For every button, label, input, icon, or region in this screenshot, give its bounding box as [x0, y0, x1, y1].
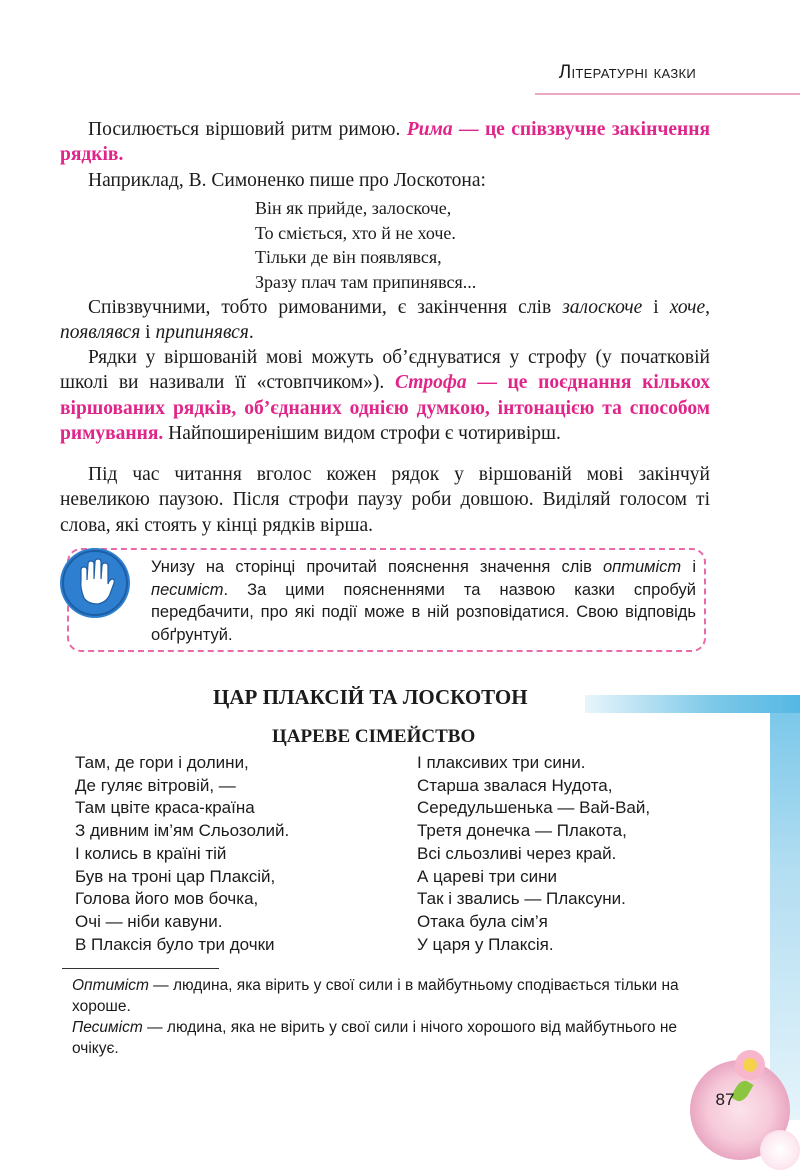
footnote-rule	[62, 968, 219, 969]
poem-line: Голова його мов бочка,	[75, 889, 259, 909]
footnote-optimist	[72, 976, 712, 1017]
poem-line: Старша звалася Нудота,	[417, 775, 613, 795]
header-title: Літературні казки	[558, 62, 696, 83]
text-run: і	[681, 558, 696, 576]
text-run: . За цими поясненнями та назвою казки спробуй передбачити, про які події може в ній розповідатися. Свою відповідь обґрунтуй.	[151, 580, 696, 644]
poem-line: Отака була сім’я	[417, 911, 548, 931]
task-term: песиміст	[151, 580, 224, 599]
text-run: Рядки у віршованій мові можуть об’єднуватися у строфу (у початковій школі ви називали її «стовпчиком»).	[60, 347, 710, 394]
footnote-pessimist	[72, 1018, 712, 1059]
poem-line: А цареві три сини	[417, 866, 558, 886]
paragraph-example: Наприклад, В. Симоненко пише про Лоскотона:	[88, 170, 486, 191]
poem-line: У царя у Плаксія.	[417, 934, 554, 954]
task-term: оптиміст	[603, 558, 682, 576]
paragraph-stanza	[60, 345, 710, 447]
verse-line: Зразу плач там припинявся...	[255, 271, 477, 292]
text-run: Співзвучними, тобто римованими, є закінчення слів	[88, 297, 563, 318]
decorative-blue-bar	[585, 695, 800, 713]
text-run: і	[642, 297, 670, 318]
decorative-blue-stripe	[770, 700, 800, 1120]
paragraph-reading-tip: Під час читання вголос кожен рядок у віршованій мові закінчуй невеликою паузою. Після строфи паузу роби довшою. Виділяй голосом ті слова, які стоять у кінці рядків вірша.	[60, 464, 710, 536]
text-run: Найпоширенішим видом строфи є чотиривірш.	[163, 423, 561, 445]
footnote-text: — людина, яка не вірить у свої сили і нічого хорошого від майбутнього не очікує.	[72, 1019, 678, 1057]
example-word: хоче	[669, 297, 706, 318]
text-run: і	[140, 322, 156, 344]
task-instructions	[151, 556, 696, 646]
verse-line: Тільки де він появлявся,	[255, 247, 442, 267]
petal-decoration	[760, 1130, 800, 1170]
term-stanza: Строфа	[394, 372, 467, 394]
paragraph-rhyme	[60, 117, 710, 168]
poem-line: Там, де гори і долини,	[75, 753, 249, 772]
rhyme-intro: Посилюється віршовий ритм римою.	[88, 119, 407, 140]
poem-line: В Плаксія було три дочки	[75, 934, 275, 954]
footnote-term: Оптиміст	[72, 977, 149, 994]
text-run: .	[248, 322, 254, 344]
example-word: появлявся	[60, 322, 141, 344]
hand-icon	[60, 548, 130, 618]
verse-line: Він як прийде, залоскоче,	[255, 198, 452, 218]
term-rhyme: Рима	[406, 119, 453, 140]
poem-line: Всі сльозливі через край.	[417, 843, 617, 863]
poem-column-right	[417, 752, 650, 956]
example-word: залоскоче	[562, 297, 643, 318]
poem-line: Третя донечка — Плакота,	[417, 821, 627, 841]
poem-column-left	[75, 752, 289, 956]
small-flower-icon	[735, 1050, 765, 1080]
header-rule	[535, 93, 800, 95]
page-number: 87	[715, 1090, 735, 1109]
example-word: припинявся	[155, 322, 249, 344]
footnote-text: — людина, яка вірить у свої сили і в майбутньому сподівається тільки на хороше.	[72, 977, 679, 1015]
verse-line: То сміється, хто й не хоче.	[255, 222, 456, 243]
section-title: ЦАРЕВЕ СІМЕЙСТВО	[272, 726, 476, 747]
poem-line: І плаксивих три сини.	[417, 753, 586, 772]
poem-line: Де гуляє вітровій, —	[75, 775, 236, 795]
poem-line: З дивним ім’ям Сльозолий.	[75, 821, 290, 841]
stanza-definition: — це поєднання кількох віршованих рядків, об’єднаних однією думкою, інтонацією та способом римування.	[60, 372, 710, 445]
paragraph-rhymed-words	[60, 295, 710, 346]
text-run: Унизу на сторінці прочитай пояснення значення слів	[151, 558, 603, 576]
text-run: ,	[705, 297, 710, 318]
poem-title: ЦАР ПЛАКСІЙ ТА ЛОСКОТОН	[213, 685, 528, 709]
poem-line: Середульшенька — Вай-Вай,	[417, 798, 651, 818]
poem-line: Там цвіте краса-країна	[75, 798, 255, 818]
poem-line: Так і звались — Плаксуни.	[417, 889, 626, 909]
poem-line: Очі — ніби кавуни.	[75, 911, 223, 931]
rhyme-definition: — це співзвучне закінчення рядків.	[60, 119, 710, 166]
poem-line: Був на троні цар Плаксій,	[75, 866, 276, 886]
verse-quote	[255, 196, 476, 294]
footnote-term: Песиміст	[72, 1019, 143, 1036]
poem-line: І колись в країні тій	[75, 843, 227, 863]
